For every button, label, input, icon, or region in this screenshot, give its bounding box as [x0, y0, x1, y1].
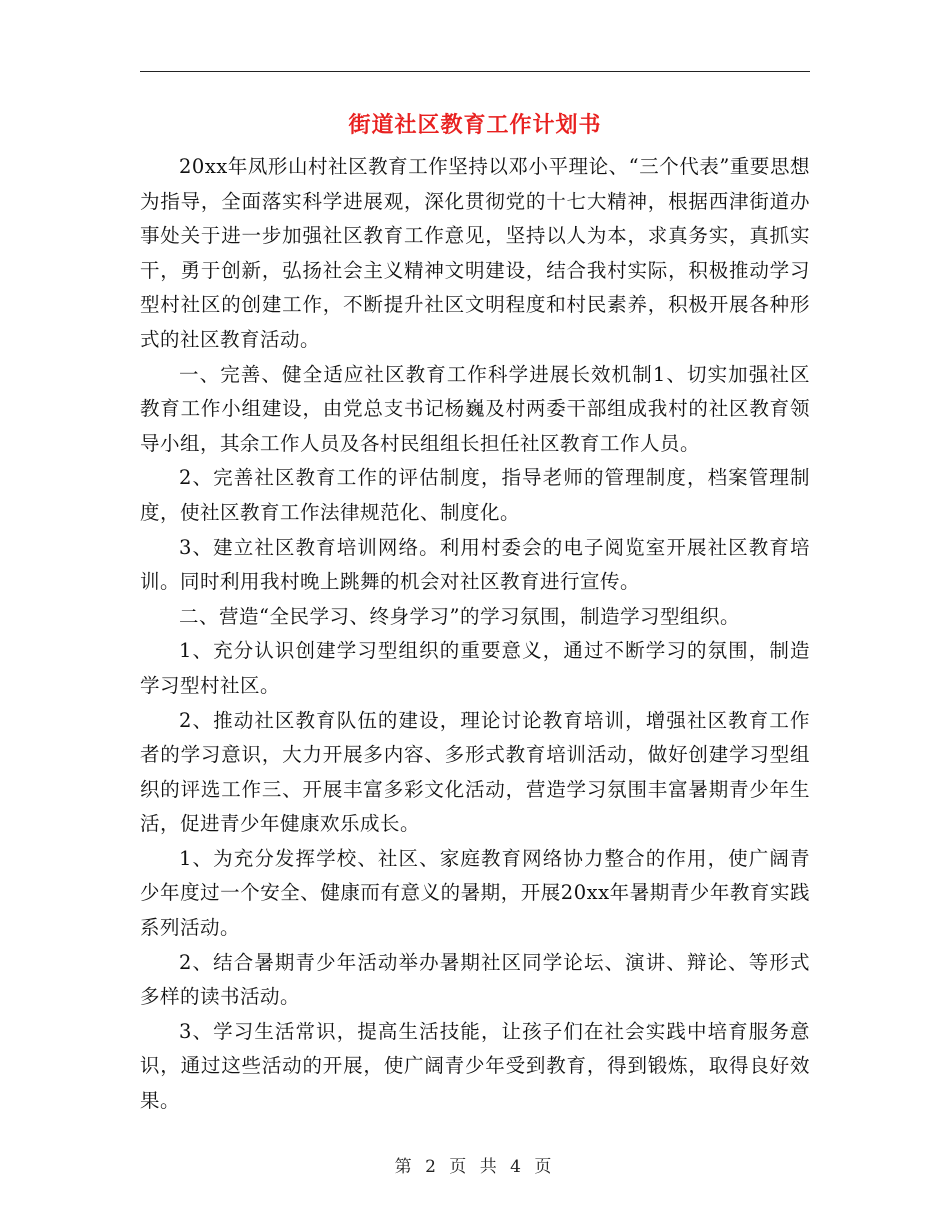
paragraph-2-1: 1、充分认识创建学习型组织的重要意义，通过不断学习的氛围，制造学习型村社区。: [140, 639, 810, 697]
paragraph-section-2: 二、营造“全民学习、终身学习”的学习氛围，制造学习型组织。: [179, 604, 740, 628]
document-title: 街道社区教育工作计划书: [348, 112, 602, 138]
paragraph-2-2: 2、推动社区教育队伍的建设，理论讨论教育培训，增强社区教育工作者的学习意识，大力开展多内容、多形式教育培训活动，做好创建学习型组织的评选工作三、开展丰富多彩文化活动，营造学习氛围丰富暑期青少年生活，促进青少年健康欢乐成长。: [140, 708, 810, 836]
paragraph-1-2: 2、完善社区教育工作的评估制度，指导老师的管理制度，档案管理制度，使社区教育工作法律规范化、制度化。: [140, 466, 810, 524]
paragraph-3-3: 3、学习生活常识，提高生活技能，让孩子们在社会实践中培育服务意识，通过这些活动的开展，使广阔青少年受到教育，得到锻炼，取得良好效果。: [140, 1019, 810, 1113]
paragraph-intro: 20xx年凤形山村社区教育工作坚持以邓小平理论、“三个代表”重要思想为指导，全面落实科学进展观，深化贯彻党的十七大精神，根据西津街道办事处关于进一步加强社区教育工作意见，坚持以人为本，求真务实，真抓实干，勇于创新，弘扬社会主义精神文明建设，结合我村实际，积极推动学习型村社区的创建工作，不断提升社区文明程度和村民素养，积极开展各种形式的社区教育活动。: [140, 155, 810, 351]
header-rule: [140, 71, 810, 72]
page-number: 第 2 页 共 4 页: [394, 1157, 556, 1177]
paragraph-3-1: 1、为充分发挥学校、社区、家庭教育网络协力整合的作用，使广阔青少年度过一个安全、健康而有意义的暑期，开展20xx年暑期青少年教育实践系列活动。: [140, 846, 810, 940]
paragraph-1-3: 3、建立社区教育培训网络。利用村委会的电子阅览室开展社区教育培训。同时利用我村晚上跳舞的机会对社区教育进行宣传。: [140, 535, 810, 594]
paragraph-3-2: 2、结合暑期青少年活动举办暑期社区同学论坛、演讲、辩论、等形式多样的读书活动。: [140, 950, 810, 1009]
document-body: [140, 150, 810, 1119]
paragraph-section-1: 一、完善、健全适应社区教育工作科学进展长效机制1、切实加强社区教育工作小组建设，由党总支书记杨巍及村两委干部组成我村的社区教育领导小组，其余工作人员及各村民组组长担任社区教育工作人员。: [140, 362, 810, 455]
